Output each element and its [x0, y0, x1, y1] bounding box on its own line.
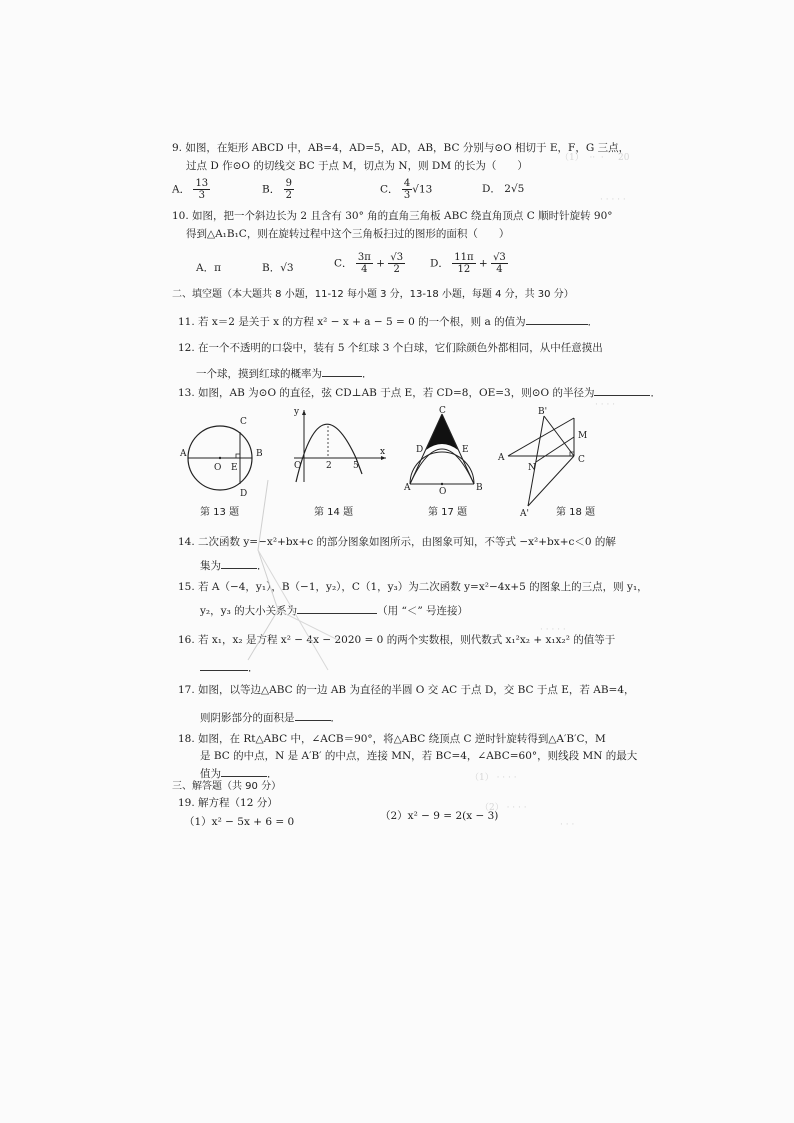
- q9-option-c-label: C．: [380, 183, 399, 196]
- f18-label-m: M: [578, 431, 588, 441]
- q19-part1: （1）x² − 5x + 6 = 0: [184, 816, 295, 828]
- q13-prompt: 13. 如图，AB 为⊙O 的直径，弦 CD⊥AB 于点 E，若 CD=8，OE=3，则⊙O 的半径为: [178, 387, 595, 399]
- bleed-through: · · · · ·: [540, 625, 566, 635]
- q18-line1: 18. 如图，在 Rt△ABC 中，∠ACB＝90°，将△ABC 绕顶点 C 逆时针旋转得到△A′B′C，M: [178, 733, 606, 745]
- q9-option-a[interactable]: [172, 178, 210, 201]
- f17-label-c: C: [439, 406, 446, 416]
- f17-label-a: A: [404, 483, 411, 493]
- q9-line2: 过点 D 作⊙O 的切线交 BC 于点 M，切点为 N，则 DM 的长为（ ）: [186, 160, 528, 172]
- q13-answer-blank[interactable]: [594, 385, 650, 396]
- q17-line1: 17. 如图，以等边△ABC 的一边 AB 为直径的半圆 O 交 AC 于点 D，交 BC 于点 E，若 AB=4，: [178, 684, 635, 696]
- bleed-through: · · ·: [560, 820, 575, 830]
- f13-label-a: A: [180, 449, 187, 459]
- f17-label-o: O: [439, 487, 447, 497]
- f18-label-a: A: [498, 453, 505, 463]
- f18-label-a-prime: A': [520, 509, 529, 519]
- q9-option-a-label: A．: [172, 183, 191, 196]
- q12-line2: 一个球，摸到红球的概率为 ．: [196, 368, 373, 380]
- figure-18: [494, 408, 604, 518]
- q17-prompt: 则阴影部分的面积是: [200, 712, 295, 724]
- q14-line2: 集为 ．: [200, 560, 268, 572]
- f18-label-n: N: [528, 463, 536, 473]
- bleed-through: （1） ·· · 20: [560, 153, 630, 163]
- section-fill-in-heading: 二、填空题（本大题共 8 小题，11-12 每小题 3 分，13-18 小题，每题 4 分，共 30 分）: [172, 289, 574, 300]
- f13-label-d: D: [240, 489, 248, 499]
- q19-title: 19. 解方程（12 分）: [178, 797, 278, 809]
- q9-option-c[interactable]: [380, 178, 432, 201]
- bleed-through: （1） · · · ·: [470, 773, 517, 783]
- q9-option-b-label: B．: [262, 183, 281, 196]
- q11-text: 11. 若 x＝2 是关于 x 的方程 x² − x + a − 5 = 0 的一个根，则 a 的值为 ．: [178, 316, 599, 328]
- q9-option-c-value: $\frac{4}{3}$: [403, 178, 411, 201]
- f18-label-b-prime: B': [538, 407, 548, 417]
- q10-option-d-label: D．: [430, 257, 449, 270]
- f17-label-d: D: [416, 445, 424, 455]
- q18-line3: 值为 ．: [200, 768, 278, 780]
- caption-fig14: 第 14 题: [314, 507, 354, 518]
- q18-line2: 是 BC 的中点，N 是 A′B′ 的中点，连接 MN，若 BC=4，∠ABC=60°，则线段 MN 的最大: [200, 750, 638, 762]
- q11-answer-blank[interactable]: [526, 314, 588, 325]
- q15-line1: 15. 若 A（−4，y₁），B（−1，y₂），C（1，y₃）为二次函数 y=x²−4x+5 的图象上的三点，则 y₁，: [178, 581, 648, 593]
- q10-option-c[interactable]: [334, 252, 405, 275]
- q18-answer-blank[interactable]: [221, 766, 267, 777]
- q14-prompt: 集为: [200, 560, 221, 572]
- q10-option-c-frac1: $\frac{3\pi}{4}$: [357, 252, 371, 275]
- q10-option-c-frac2: $\frac{√3}{2}$: [390, 252, 404, 275]
- f13-label-c: C: [240, 417, 247, 427]
- bleed-through: · · · ·: [595, 400, 616, 410]
- f18-label-c: C: [578, 455, 585, 465]
- q15-hint: （用 “＜” 号连接）: [377, 605, 469, 617]
- section-solve-heading: 三、解答题（共 90 分）: [172, 781, 282, 792]
- f13-label-b: B: [256, 449, 263, 459]
- q18-prompt: 值为: [200, 768, 221, 780]
- f13-label-e: E: [231, 463, 238, 473]
- q12-line1: 12. 在一个不透明的口袋中，装有 5 个红球 3 个白球，它们除颜色外都相同，从中任意摸出: [178, 342, 603, 354]
- q16-line1: 16. 若 x₁，x₂ 是方程 x² − 4x − 2020 = 0 的两个实数根，则代数式 x₁²x₂ + x₁x₂² 的值等于: [178, 634, 616, 646]
- q12-answer-blank[interactable]: [322, 366, 362, 377]
- q19-part2: （2）x² − 9 = 2(x − 3): [380, 810, 499, 822]
- bleed-drawing: [228, 470, 348, 680]
- q9-option-a-value: $\frac{13}{3}$: [195, 178, 209, 201]
- q11-prompt: 11. 若 x＝2 是关于 x 的方程 x² − x + a − 5 = 0 的一个根，则 a 的值为: [178, 316, 526, 328]
- q10-line1: 10. 如图，把一个斜边长为 2 且含有 30° 角的直角三角板 ABC 绕直角顶点 C 顺时针旋转 90°: [172, 210, 613, 222]
- q14-line1: 14. 二次函数 y=−x²+bx+c 的部分图象如图所示，由图象可知，不等式 −x²+bx+c＜0 的解: [178, 536, 616, 548]
- q10-option-d[interactable]: [430, 252, 508, 275]
- q9-option-b[interactable]: [262, 178, 294, 201]
- q9-option-d-value: 2√5: [504, 183, 525, 195]
- q12-prompt: 一个球，摸到红球的概率为: [196, 368, 322, 380]
- q17-line2: 则阴影部分的面积是 ．: [200, 712, 341, 724]
- f14-label-o: O: [294, 461, 302, 471]
- q9-option-d-label: D．: [482, 183, 501, 195]
- q17-answer-blank[interactable]: [295, 710, 331, 721]
- figure-17: [402, 406, 492, 497]
- f14-label-5: 5: [353, 461, 359, 471]
- f14-label-x: x: [380, 447, 386, 457]
- q10-option-a[interactable]: A．π: [196, 262, 221, 274]
- q13-text: 13. 如图，AB 为⊙O 的直径，弦 CD⊥AB 于点 E，若 CD=8，OE=3，则⊙O 的半径为 ．: [178, 387, 661, 399]
- bleed-through: （2） · · · ·: [480, 803, 527, 813]
- bleed-through: · · · · ·: [600, 195, 626, 205]
- q15-prompt: y₂，y₃ 的大小关系为: [200, 605, 298, 617]
- q9-line1: 9. 如图，在矩形 ABCD 中，AB=4，AD=5，AD，AB，BC 分别与⊙O 相切于 E，F，G 三点，: [172, 142, 630, 154]
- q9-option-c-radical: √13: [412, 183, 433, 196]
- q9-option-d[interactable]: [482, 181, 524, 196]
- f14-label-2: 2: [326, 461, 332, 471]
- caption-fig18: 第 18 题: [556, 507, 596, 518]
- f13-label-o: O: [214, 463, 222, 473]
- q10-option-c-label: C．: [334, 257, 353, 270]
- q9-option-b-value: $\frac{9}{2}$: [285, 178, 292, 201]
- f14-label-y: y: [294, 407, 300, 417]
- caption-fig13: 第 13 题: [200, 507, 240, 518]
- q10-option-c-plus: +: [376, 257, 385, 270]
- q10-line2: 得到△A₁B₁C，则在旋转过程中这个三角板扫过的图形的面积（ ）: [186, 228, 510, 240]
- q10-option-b[interactable]: B．√3: [262, 262, 294, 274]
- q10-option-d-frac2: $\frac{√3}{4}$: [493, 252, 506, 275]
- caption-fig17: 第 17 题: [428, 507, 468, 518]
- q10-option-d-plus: +: [478, 257, 488, 270]
- q16-line2: ．: [200, 660, 259, 675]
- q10-option-d-frac1: $\frac{11\pi}{12}$: [454, 252, 474, 275]
- f17-label-b: B: [476, 483, 483, 493]
- f17-label-e: E: [462, 445, 469, 455]
